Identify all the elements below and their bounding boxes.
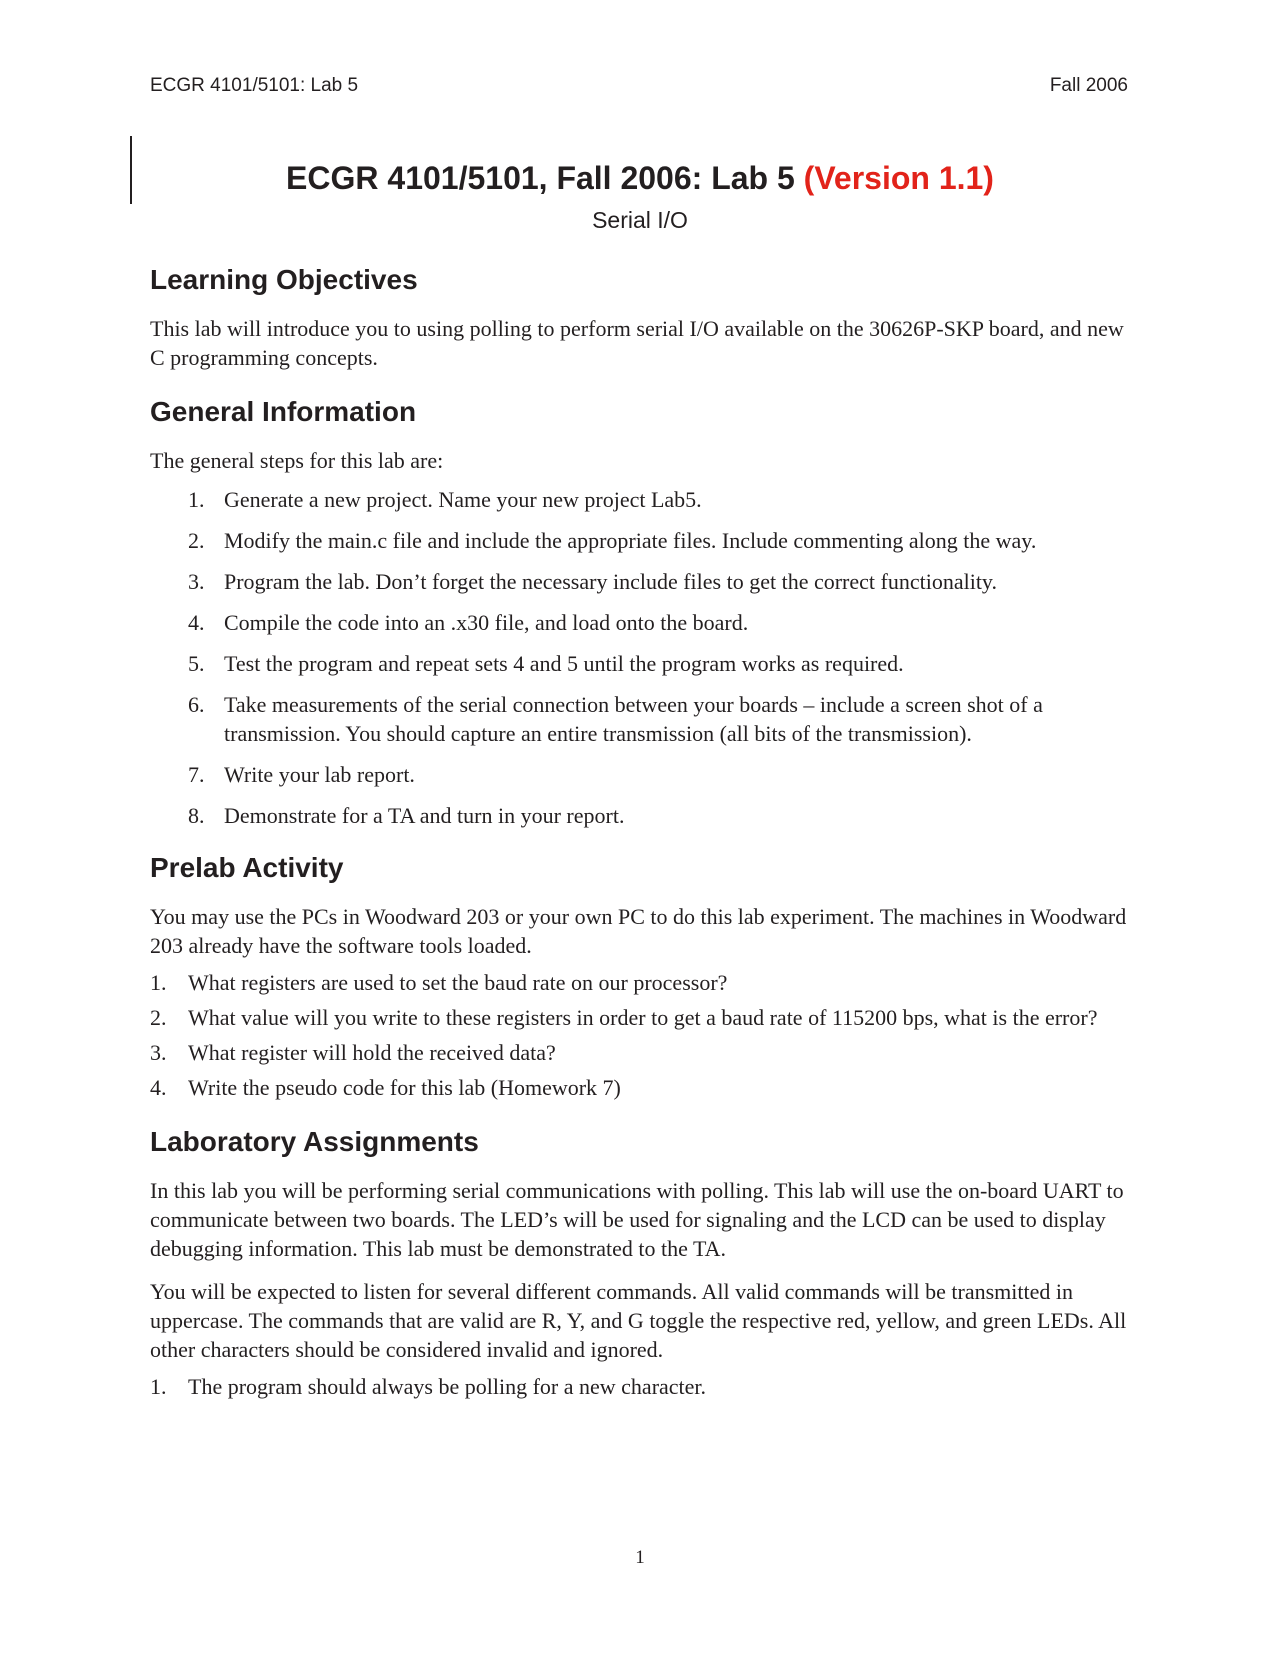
learning-objectives-text: This lab will introduce you to using polling to perform serial I/O available on the 30626P-SKP board, and new C programming concepts. xyxy=(150,316,1124,370)
laboratory-assignments-para2: You will be expected to listen for several different commands. All valid commands will be transmitted in uppercase. The commands that are valid are R, Y, and G toggle the respective red, yellow, and green LEDs. All other characters should be considered invalid and ignored. xyxy=(150,1279,1127,1362)
laboratory-assignments-heading: Laboratory Assignments xyxy=(150,1126,479,1157)
list-item: 1. Generate a new project. Name your new project Lab5. xyxy=(188,487,702,512)
prelab-questions-list xyxy=(150,968,1130,1102)
list-item: 4. Compile the code into an .x30 file, and load onto the board. xyxy=(188,610,749,635)
laboratory-assignments-list xyxy=(150,1372,1130,1401)
general-information-section xyxy=(150,394,1130,830)
list-item: 2. Modify the main.c file and include the appropriate files. Include commenting along the way. xyxy=(188,528,1037,553)
header-term: Fall 2006 xyxy=(1049,75,1128,96)
laboratory-assignments-section xyxy=(150,1124,1130,1401)
list-item: 2. What value will you write to these registers in order to get a baud rate of 115200 bps, what is the error? xyxy=(150,1005,1098,1030)
general-information-heading: General Information xyxy=(150,396,417,427)
general-steps-list xyxy=(150,485,1130,830)
learning-objectives-heading: Learning Objectives xyxy=(150,264,418,295)
list-item: 1. The program should always be polling for a new character. xyxy=(150,1374,707,1399)
document-title xyxy=(0,158,1280,198)
header-course: ECGR 4101/5101: Lab 5 xyxy=(150,75,359,96)
list-item: 1. What registers are used to set the baud rate on our processor? xyxy=(150,970,728,995)
document-subtitle: Serial I/O xyxy=(592,207,688,233)
laboratory-assignments-para1: In this lab you will be performing serial communications with polling. This lab will use the on-board UART to communicate between two boards. The LED’s will be used for signaling and the LCD can be used to display debugging information. This lab must be demonstrated to the TA. xyxy=(150,1178,1124,1261)
list-item: 3. Program the lab. Don’t forget the necessary include files to get the correct functionality. xyxy=(188,569,998,594)
page-number: 1 xyxy=(635,1547,645,1568)
title-main: ECGR 4101/5101, Fall 2006: Lab 5 xyxy=(286,160,795,196)
list-item: 4. Write the pseudo code for this lab (Homework 7) xyxy=(150,1075,621,1100)
title-version: (Version 1.1) xyxy=(803,160,994,196)
list-item: 8. Demonstrate for a TA and turn in your report. xyxy=(188,803,625,828)
general-information-intro: The general steps for this lab are: xyxy=(150,448,444,473)
prelab-section xyxy=(150,850,1130,1102)
document-body xyxy=(150,262,1130,1417)
list-item: 5. Test the program and repeat sets 4 and 5 until the program works as required. xyxy=(188,651,904,676)
list-item: 3. What register will hold the received data? xyxy=(150,1040,556,1065)
prelab-text: You may use the PCs in Woodward 203 or your own PC to do this lab experiment. The machines in Woodward 203 already have the software tools loaded. xyxy=(150,904,1127,958)
list-item: 6. Take measurements of the serial connection between your boards – include a screen shot of a transmission. You should capture an entire transmission (all bits of the transmission). xyxy=(188,692,1043,746)
prelab-heading: Prelab Activity xyxy=(150,852,344,883)
list-item: 7. Write your lab report. xyxy=(188,762,415,787)
learning-objectives-section xyxy=(150,262,1130,372)
